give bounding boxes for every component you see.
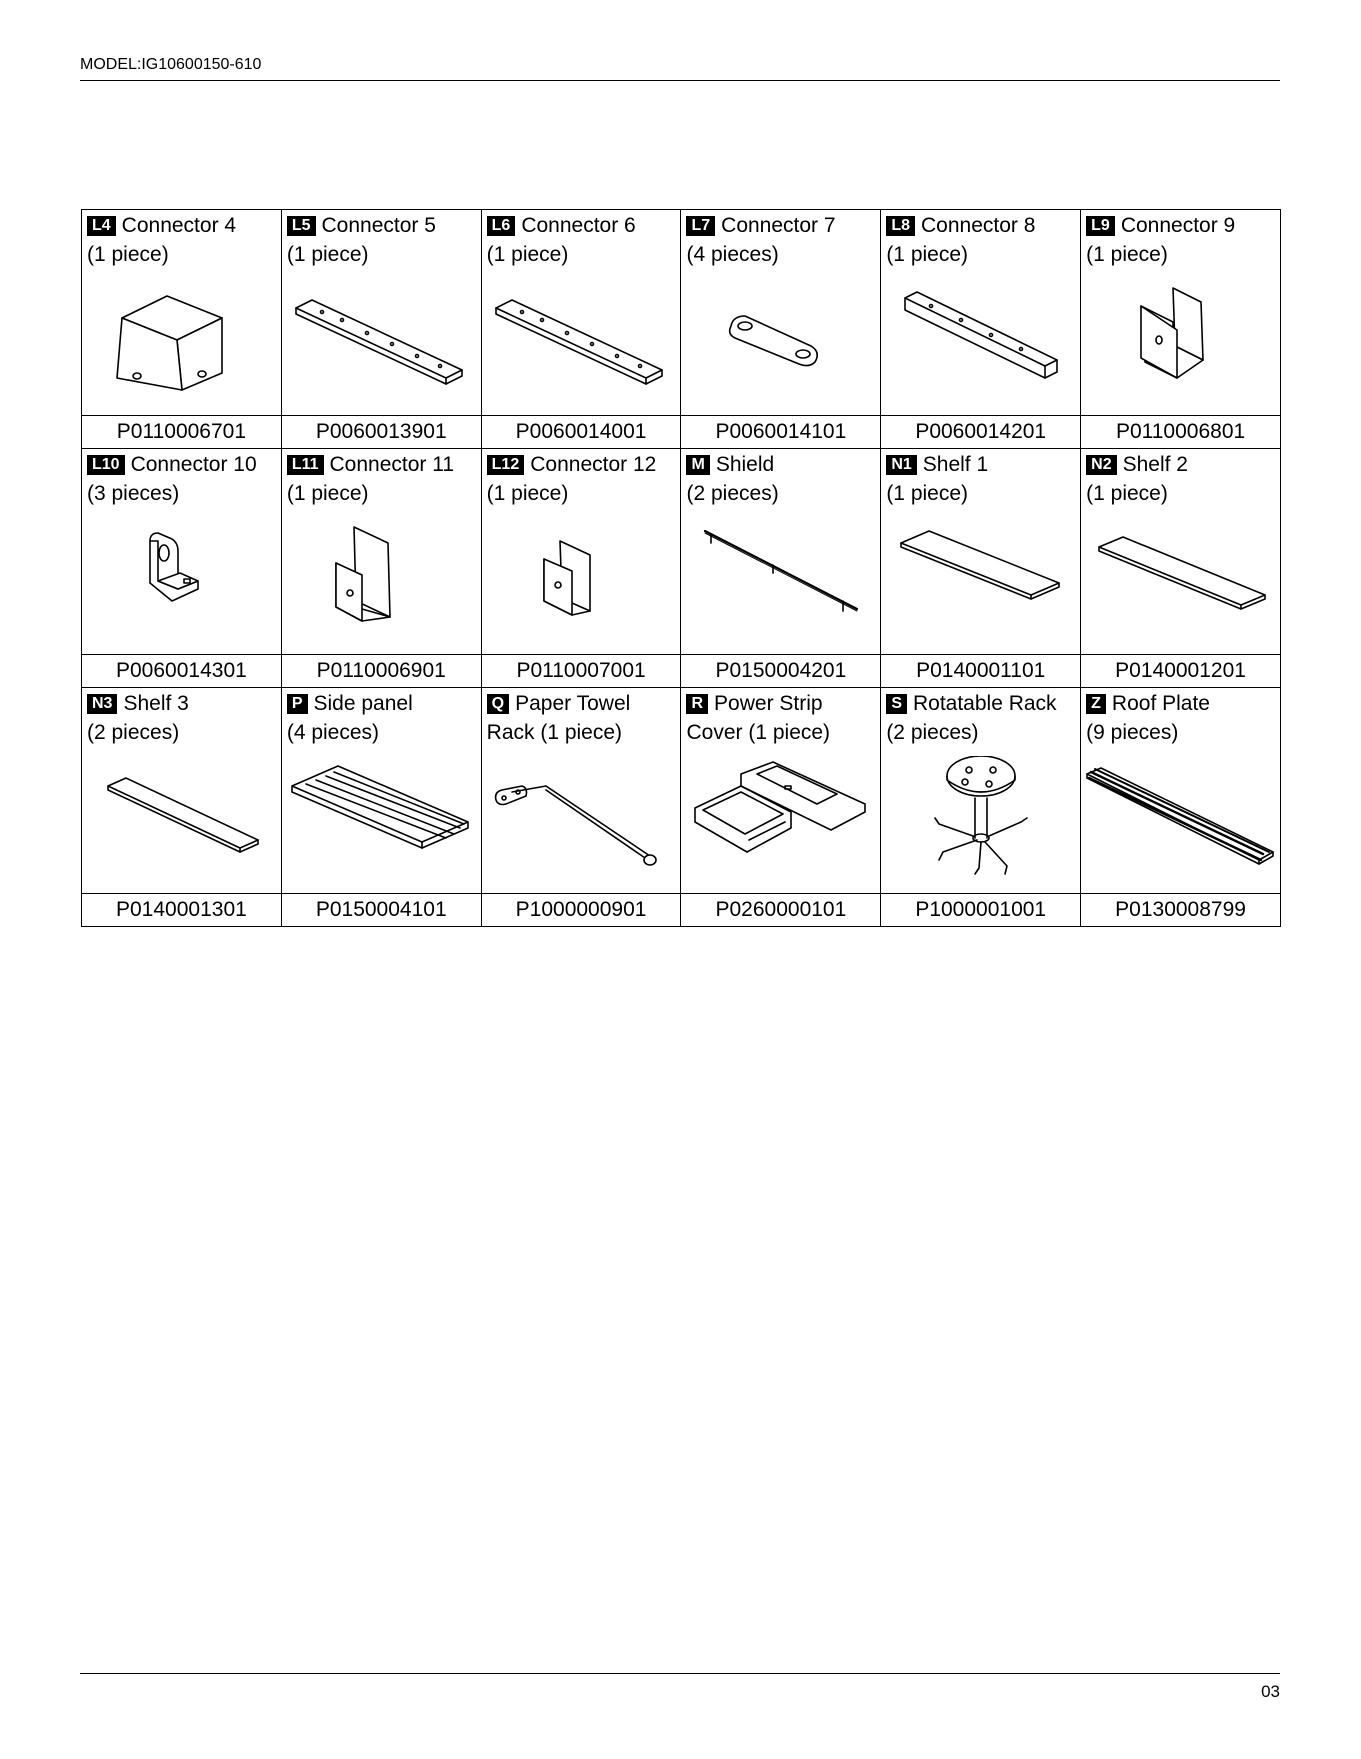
part-code: P1000001001 — [881, 894, 1081, 927]
part-code: P0260000101 — [681, 894, 881, 927]
towel-rack-icon — [482, 756, 681, 890]
part-tag: L11 — [287, 455, 324, 475]
part-tag: L10 — [87, 455, 125, 475]
part-tag: R — [686, 694, 708, 714]
shelf-board-icon — [1081, 517, 1280, 651]
part-quantity: (4 pieces) — [686, 243, 779, 266]
part-name: Shelf 3 — [123, 692, 189, 715]
part-quantity: (2 pieces) — [886, 721, 979, 744]
part-cell-l11 — [281, 449, 481, 655]
part-code: P0110006901 — [281, 655, 481, 688]
part-code: P0060013901 — [281, 416, 481, 449]
parts-row-2-codes — [82, 655, 1281, 688]
part-code: P0150004201 — [681, 655, 881, 688]
part-quantity: (2 pieces) — [87, 721, 180, 744]
part-name: Paper Towel — [515, 692, 631, 715]
part-cell-p — [281, 688, 481, 894]
part-quantity: (1 piece) — [1086, 482, 1168, 505]
part-cell-l12 — [481, 449, 681, 655]
part-name: Shelf 1 — [922, 453, 989, 476]
part-name: Connector 8 — [920, 214, 1036, 237]
page-number: 03 — [1261, 1682, 1280, 1701]
part-tag: Q — [487, 694, 509, 714]
part-cell-n2 — [1081, 449, 1281, 655]
part-code: P0140001301 — [82, 894, 282, 927]
shelf-board-icon — [881, 517, 1080, 651]
part-cell-q — [481, 688, 681, 894]
part-code: P0140001201 — [1081, 655, 1281, 688]
part-cell-n3 — [82, 688, 282, 894]
part-code: P0110006801 — [1081, 416, 1281, 449]
part-quantity: (1 piece) — [886, 243, 969, 266]
part-quantity: (1 piece) — [486, 243, 569, 266]
parts-row-1-info — [82, 210, 1281, 416]
part-cell-n1 — [881, 449, 1081, 655]
part-code: P0110006701 — [82, 416, 282, 449]
part-tag: P — [287, 694, 308, 714]
part-name: Rotatable Rack — [912, 692, 1057, 715]
side-panel-icon — [282, 756, 481, 890]
shield-rod-icon — [681, 517, 880, 651]
part-cell-l6 — [481, 210, 681, 416]
parts-row-1-codes — [82, 416, 1281, 449]
part-quantity: (3 pieces) — [87, 482, 180, 505]
part-code: P1000000901 — [481, 894, 681, 927]
part-name: Connector 6 — [521, 214, 636, 237]
part-tag: N2 — [1086, 455, 1116, 475]
part-code: P0150004101 — [281, 894, 481, 927]
rotatable-rack-icon — [881, 756, 1080, 890]
part-cell-l4 — [82, 210, 282, 416]
part-quantity: (9 pieces) — [1086, 721, 1179, 744]
part-cell-l10 — [82, 449, 282, 655]
part-name: Connector 7 — [721, 214, 836, 237]
long-channel-icon — [881, 278, 1080, 412]
flat-plate-icon — [681, 278, 880, 412]
long-channel-icon — [282, 278, 481, 412]
part-name: Connector 4 — [121, 214, 237, 237]
part-quantity: (1 piece) — [87, 243, 169, 266]
part-tag: L12 — [487, 455, 525, 475]
part-code: P0060014001 — [481, 416, 681, 449]
part-cell-z — [1081, 688, 1281, 894]
part-name: Power Strip — [714, 692, 823, 715]
parts-table — [81, 209, 1281, 927]
part-cell-l7 — [681, 210, 881, 416]
part-name: Connector 12 — [530, 453, 657, 476]
u-bracket-icon — [282, 517, 481, 651]
part-name: Connector 9 — [1120, 214, 1236, 237]
part-code: P0110007001 — [481, 655, 681, 688]
shelf-board-icon — [82, 756, 281, 890]
part-tag: N3 — [87, 694, 117, 714]
part-quantity: (4 pieces) — [286, 721, 380, 744]
part-quantity: (1 piece) — [886, 482, 969, 505]
part-quantity: (1 piece) — [1086, 243, 1168, 266]
model-header: MODEL:IG10600150-610 — [80, 56, 1280, 81]
part-code: P0130008799 — [1081, 894, 1281, 927]
parts-row-2-info — [82, 449, 1281, 655]
part-tag: L8 — [886, 216, 915, 236]
parts-row-3-info — [82, 688, 1281, 894]
part-quantity: (1 piece) — [286, 482, 369, 505]
part-name: Roof Plate — [1111, 692, 1210, 715]
part-cell-l8 — [881, 210, 1081, 416]
parts-row-3-codes — [82, 894, 1281, 927]
part-name: Shelf 2 — [1122, 453, 1188, 476]
part-tag: Z — [1086, 694, 1106, 714]
part-quantity: (1 piece) — [286, 243, 369, 266]
part-quantity: (1 piece) — [486, 482, 569, 505]
part-tag: N1 — [886, 455, 916, 475]
part-tag: L7 — [686, 216, 715, 236]
bent-bracket-icon — [82, 278, 281, 412]
part-tag: M — [686, 455, 709, 475]
part-quantity: (2 pieces) — [686, 482, 779, 505]
part-cell-l5 — [281, 210, 481, 416]
l-bracket-icon — [82, 517, 281, 651]
part-tag: S — [886, 694, 907, 714]
part-tag: L9 — [1086, 216, 1115, 236]
power-strip-cover-icon — [681, 756, 880, 890]
u-bracket-icon — [482, 517, 681, 651]
part-name: Connector 11 — [329, 453, 455, 476]
roof-plate-icon — [1081, 756, 1280, 890]
long-channel-icon — [482, 278, 681, 412]
part-cell-s — [881, 688, 1081, 894]
part-tag: L4 — [87, 216, 116, 236]
part-cell-l9 — [1081, 210, 1281, 416]
part-code: P0060014301 — [82, 655, 282, 688]
part-name: Side panel — [313, 692, 413, 715]
part-tag: L5 — [287, 216, 316, 236]
part-code: P0060014101 — [681, 416, 881, 449]
part-quantity: Rack (1 piece) — [486, 721, 623, 744]
part-code: P0140001101 — [881, 655, 1081, 688]
part-quantity: Cover (1 piece) — [686, 721, 831, 744]
part-name: Connector 5 — [321, 214, 436, 237]
part-cell-m — [681, 449, 881, 655]
part-name: Connector 10 — [130, 453, 257, 476]
u-bracket-icon — [1081, 278, 1280, 412]
part-cell-r — [681, 688, 881, 894]
part-tag: L6 — [487, 216, 516, 236]
part-name: Shield — [715, 453, 775, 476]
part-code: P0060014201 — [881, 416, 1081, 449]
footer-divider — [80, 1673, 1280, 1674]
